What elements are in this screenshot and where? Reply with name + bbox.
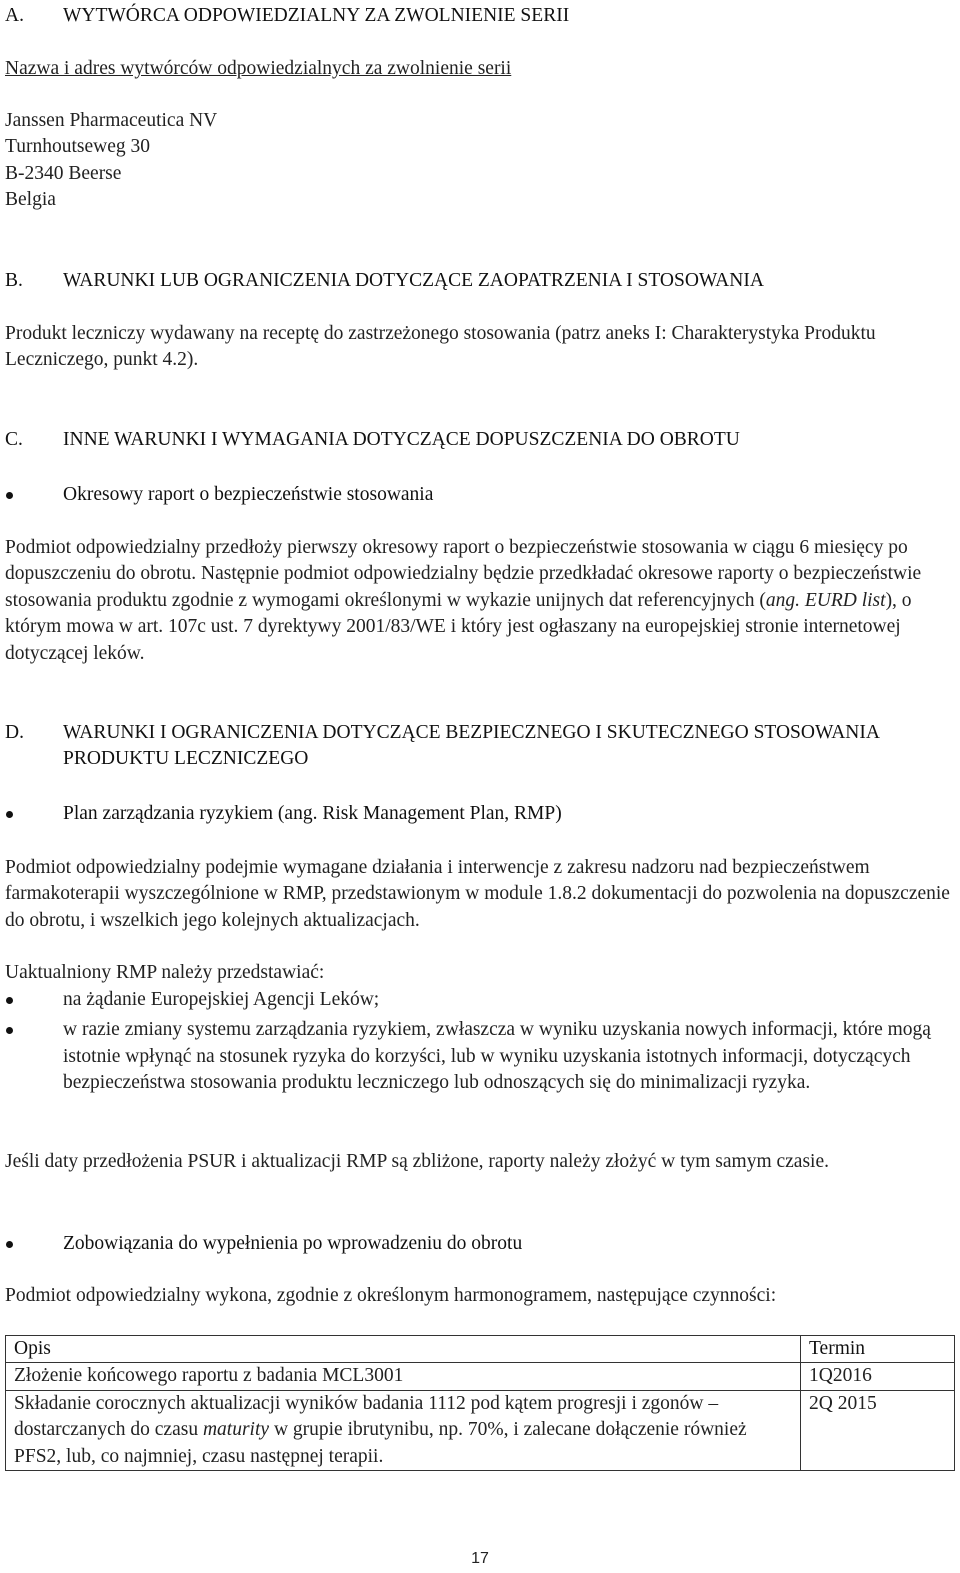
section-a-title: WYTWÓRCA ODPOWIEDZIALNY ZA ZWOLNIENIE SERII: [63, 5, 570, 26]
psur-paragraph-text-end: ), o którym mowa w art. 107c ust. 7 dyrektywy 2001/83/WE i który jest ogłaszany na europejskiej stronie internetowej dotyczącej leków.: [5, 589, 912, 664]
bullet-icon: [5, 1231, 63, 1257]
rmp-heading: Plan zarządzania ryzykiem (ang. Risk Management Plan, RMP): [63, 803, 562, 824]
section-a-heading: [5, 3, 950, 29]
section-a-subtitle: Nazwa i adres wytwórców odpowiedzialnych za zwolnienie serii: [5, 58, 512, 79]
list-item: [5, 1017, 950, 1096]
psur-rmp-note: Jeśli daty przedłożenia PSUR i aktualizacji RMP są zbliżone, raporty należy złożyć w tym samym czasie.: [5, 1151, 829, 1172]
list-item: [5, 987, 950, 1013]
section-a-letter: A.: [5, 5, 24, 26]
section-b-title: WARUNKI LUB OGRANICZENIA DOTYCZĄCE ZAOPATRZENIA I STOSOWANIA: [63, 270, 764, 291]
section-d-letter: D.: [5, 722, 24, 743]
section-b-paragraph: Produkt leczniczy wydawany na receptę do zastrzeżonego stosowania (patrz aneks I: Charakterystyka Produktu Leczniczego, punkt 4.2).: [5, 323, 876, 371]
rmp-intro: Uaktualniony RMP należy przedstawiać:: [5, 962, 325, 983]
table-cell-description: [6, 1390, 801, 1470]
cell-text: Składanie corocznych aktualizacji wyników badania 1112 pod kątem progresji i zgonów – dostarczanych do czasu: [14, 1392, 719, 1441]
table-cell-deadline: 2Q 2015: [801, 1390, 955, 1470]
section-d-title: WARUNKI I OGRANICZENIA DOTYCZĄCE BEZPIECZNEGO I SKUTECZNEGO STOSOWANIA PRODUKTU LECZNICZEGO: [63, 722, 879, 770]
psur-heading: Okresowy raport o bezpieczeństwie stosowania: [63, 484, 434, 505]
table-cell-deadline: 1Q2016: [801, 1363, 955, 1390]
section-c-letter: C.: [5, 429, 23, 450]
table-cell-description: Złożenie końcowego raportu z badania MCL3001: [6, 1363, 801, 1390]
address-line: B-2340 Beerse: [5, 162, 122, 184]
obligations-intro: Podmiot odpowiedzialny wykona, zgodnie z określonym harmonogramem, następujące czynności:: [5, 1285, 777, 1306]
rmp-bullet: [5, 801, 950, 827]
psur-bullet: [5, 482, 950, 508]
column-header-description: Opis: [6, 1336, 801, 1363]
cell-text-italic: maturity: [202, 1419, 270, 1441]
page-number: 17: [471, 1550, 489, 1567]
manufacturer-address: [5, 108, 217, 214]
bullet-icon: [5, 987, 63, 1013]
psur-paragraph: [5, 535, 950, 667]
table-header-row: [6, 1336, 955, 1363]
table-row: [6, 1363, 955, 1390]
bullet-icon: [5, 1017, 63, 1096]
psur-paragraph-italic: ang. EURD list: [765, 589, 886, 611]
address-line: Turnhoutseweg 30: [5, 136, 150, 158]
table-row: [6, 1390, 955, 1470]
list-item-text: na żądanie Europejskiej Agencji Leków;: [63, 989, 380, 1010]
section-b-letter: B.: [5, 270, 23, 291]
bullet-icon: [5, 482, 63, 508]
address-line: Belgia: [5, 189, 56, 211]
section-d-heading: [5, 720, 950, 773]
cell-text-end: w grupie ibrutynibu, np. 70%, i zalecane dołączenie również PFS2, lub, co najmniej, czasu następnej terapii.: [14, 1419, 747, 1467]
section-c-heading: [5, 427, 950, 453]
column-header-deadline: Termin: [801, 1336, 955, 1363]
bullet-icon: [5, 801, 63, 827]
obligations-table: [5, 1335, 955, 1471]
section-c-title: INNE WARUNKI I WYMAGANIA DOTYCZĄCE DOPUSZCZENIA DO OBROTU: [63, 429, 740, 450]
section-b-heading: [5, 268, 950, 294]
address-line: Janssen Pharmaceutica NV: [5, 110, 218, 131]
rmp-submission-list: [5, 987, 950, 1097]
obligations-bullet: [5, 1231, 950, 1257]
list-item-text: w razie zmiany systemu zarządzania ryzykiem, zwłaszcza w wyniku uzyskania nowych informacji, które mogą istotnie wpłynąć na stosunek ryzyka do korzyści, lub w wyniku uzyskania istotnych informacji, dotyczących bezpieczeństwa stosowania produktu leczniczego lub odnoszących się do minimalizacji ryzyka.: [63, 1019, 931, 1094]
obligations-heading: Zobowiązania do wypełnienia po wprowadzeniu do obrotu: [63, 1233, 523, 1254]
rmp-paragraph: Podmiot odpowiedzialny podejmie wymagane działania i interwencje z zakresu nadzoru nad bezpieczeństwem farmakoterapii wyszczególnione w RMP, przedstawionym w module 1.8.2 dokumentacji do pozwolenia na dopuszczenie do obrotu, i wszelkich jego kolejnych aktualizacjach.: [5, 857, 950, 931]
psur-paragraph-text: Podmiot odpowiedzialny przedłoży pierwszy okresowy raport o bezpieczeństwie stosowania w ciągu 6 miesięcy po dopuszczeniu do obrotu. Następnie podmiot odpowiedzialny będzie przedkładać okresowe raporty o bezpieczeństwie stosowania produktu zgodnie z wymogami określonymi w wykazie unijnych dat referencyjnych (: [5, 537, 922, 611]
